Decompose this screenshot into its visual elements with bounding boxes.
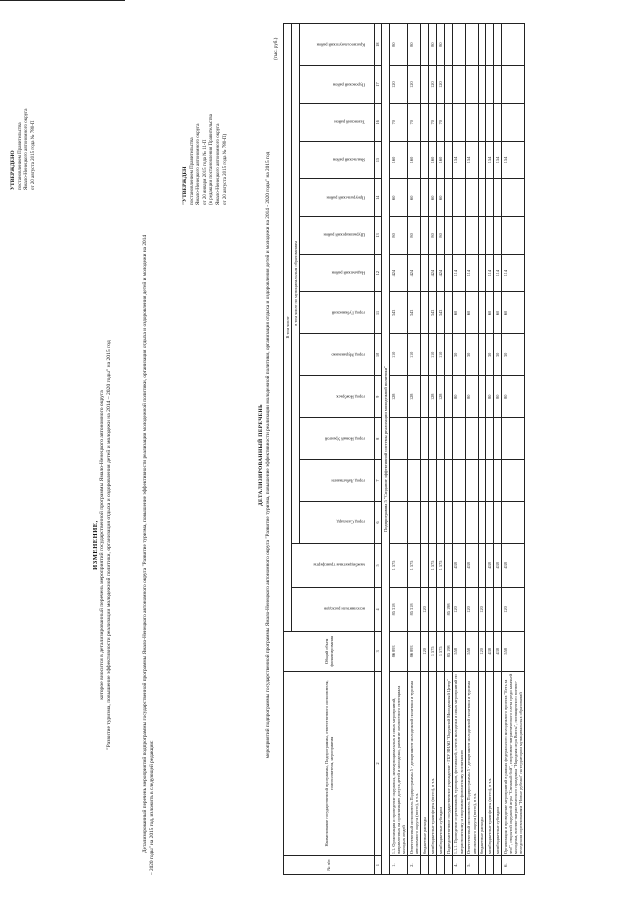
row-value-cell: 70 [390,103,408,141]
row-value-cell: 424 [436,254,444,292]
row-value-cell [421,543,429,587]
row-value-cell [452,418,465,460]
row-value-cell [478,217,486,255]
row-value-cell: 154 [486,141,494,179]
row-value-cell: 1 575 [429,631,437,671]
table-row [444,24,452,875]
row-value-cell: 114 [452,254,465,292]
row-value-cell: 128 [408,376,421,418]
row-value-cell: 70 [429,103,437,141]
row-value-cell [408,418,421,460]
row-value-cell [429,502,437,544]
column-number: 13 [374,217,382,255]
row-name-cell: Организация и проведение мероприятий в рамках федерального молодежного проекта "Есть за что!", открытой окружной игры "Снежный бой", спортивно-патриотического слета среди казачьей молодежи, военно-патриотического праздника "Народная игра Виссы", посвященного военно-пеледским соревнованиям "Новые рубежи" на территории муниципальных образований [501,671,524,855]
row-value-cell [444,24,452,66]
header-col-municipality: Красноселькупский район [299,24,374,66]
row-value-cell [478,24,486,66]
row-value-cell: 120 [421,587,429,631]
row-value-cell [494,217,502,255]
row-value-cell [494,502,502,544]
row-value-cell [421,502,429,544]
header-col-municipality: Пуровский район [299,66,374,104]
row-value-cell: 120 [478,631,486,671]
row-value-cell [429,418,437,460]
row-value-cell [501,66,524,104]
row-value-cell: 343 [436,292,444,334]
row-value-cell: 160 [390,141,408,179]
column-number: 11 [374,292,382,334]
row-number-cell [429,856,437,875]
unit-label: (тыс. руб.) [274,37,279,60]
row-value-cell [478,141,486,179]
row-value-cell [478,460,486,502]
row-value-cell: 154 [465,141,478,179]
row-value-cell [478,418,486,460]
row-value-cell: 1 575 [436,543,444,587]
approval-line: от 20 августа 2015 года № 780-П [30,120,36,190]
row-value-cell [444,543,452,587]
row-value-cell [486,217,494,255]
row-value-cell: 70 [436,103,444,141]
table-row [452,24,465,875]
row-value-cell: 160 [408,141,421,179]
header-col-municipality: город Ноябрьск [299,376,374,418]
row-value-cell: 60 [436,179,444,217]
row-value-cell [494,587,502,631]
row-value-cell: 85 198 [444,631,452,671]
row-value-cell: 114 [465,254,478,292]
row-value-cell [390,502,408,544]
table-row [421,24,429,875]
row-value-cell: 80 [429,24,437,66]
row-value-cell [465,502,478,544]
row-value-cell [421,254,429,292]
header-col-mbt: межбюджетные трансферты [291,543,374,587]
row-name-cell: межбюджетные трансферты (всего), в т.ч. [486,671,494,855]
row-value-cell: 60 [494,292,502,334]
row-value-cell [465,66,478,104]
row-value-cell [436,502,444,544]
row-name-cell: Ответственный исполнитель Подпрограммы 5 - департамент молодежной политики и туризма автономного округа (всего), в т.ч. [408,671,421,855]
row-value-cell: 85 198 [444,587,452,631]
row-value-cell: 128 [429,376,437,418]
row-number-cell [444,856,452,875]
row-value-cell [501,418,524,460]
row-value-cell [444,292,452,334]
row-value-cell [444,418,452,460]
row-name-cell: 1.1. Организация и проведение окружных, межмуниципальных и иных мероприятий, направленных на организацию досуга детей и молодежи, развитие личностного потенциала молодых людей [390,671,408,855]
column-number: 5 [374,543,382,587]
row-value-cell: 80 [429,217,437,255]
row-value-cell: 60 [486,292,494,334]
row-value-cell [465,217,478,255]
row-value-cell [494,103,502,141]
row-value-cell: 85 318 [390,587,408,631]
approval-stamp-top [10,10,37,190]
row-value-cell: 30 [486,334,494,376]
intro-paragraph: Детализированный перечень мероприятий подпрограммы государственной программы Ямало-Ненецкого автономного округа "Развитие туризма, повышение эффективности реализации молодежной политики, организация отдыха и оздоровления детей и молодежи на 2014 – 2020 годы" на 2015 год, изложить в следующей редакции: [142,235,155,875]
list-title-heading: ДЕТАЛИЗИРОВАННЫЙ ПЕРЕЧЕНЬ [258,404,264,506]
header-in-that-number: В том числе [284,24,292,632]
row-value-cell [444,254,452,292]
row-value-cell: 120 [465,587,478,631]
row-value-cell: 114 [486,254,494,292]
row-value-cell: 128 [390,376,408,418]
row-value-cell: 114 [494,254,502,292]
row-value-cell: 1 575 [436,631,444,671]
row-value-cell [436,587,444,631]
row-value-cell [478,334,486,376]
row-value-cell [486,103,494,141]
row-value-cell: 60 [429,179,437,217]
row-value-cell: 30 [452,334,465,376]
row-value-cell [494,460,502,502]
row-value-cell [478,66,486,104]
row-value-cell [390,418,408,460]
header-col-municipality: город Новый Уренгой [299,418,374,460]
header-col-municipality: город Салехард [299,502,374,544]
title-line: "Развитие туризма, повышение эффективности реализации молодежной политики, организация отдыха и оздоровления детей и молодежи на 2014 – 2020 годы" на 2015 год [106,340,113,750]
approval-line: Ямало-Ненецкого автономного округа [24,108,30,190]
row-value-cell: 120 [452,587,465,631]
row-name-cell: Ответственный исполнитель Подпрограммы 5 - департамент молодежной политики и туризма автономного округа (всего), в т.ч. [465,671,478,855]
column-number: 12 [374,254,382,292]
approval-line: Ямало-Ненецкого автономного округа [215,123,221,205]
row-value-cell: 424 [429,254,437,292]
row-value-cell [452,179,465,217]
row-name-cell: межбюджетные трансферты (всего), в т.ч. [429,671,437,855]
row-value-cell: 80 [501,376,524,418]
row-value-cell [444,376,452,418]
row-value-cell [436,418,444,460]
row-value-cell: 80 [452,376,465,418]
row-value-cell [452,66,465,104]
row-value-cell [452,502,465,544]
list-title [258,35,272,875]
header-name: Наименование государственной программы, Подпрограммы, ответственного исполнителя, соисполнителя, мероприятия [284,671,375,855]
row-value-cell [494,418,502,460]
row-value-cell [444,502,452,544]
row-value-cell [444,141,452,179]
column-number: 14 [374,179,382,217]
row-value-cell: 120 [429,66,437,104]
row-value-cell [501,217,524,255]
row-value-cell [494,179,502,217]
row-value-cell [429,460,437,502]
measures-table [283,23,525,875]
row-value-cell [452,217,465,255]
row-value-cell [486,418,494,460]
row-value-cell [444,460,452,502]
row-value-cell [465,179,478,217]
approval-heading: УТВЕРЖДЕНО [10,150,16,190]
column-number: 18 [374,24,382,66]
row-value-cell: 110 [390,334,408,376]
row-value-cell [421,24,429,66]
column-number: 2 [374,671,382,855]
row-value-cell: 80 [408,217,421,255]
row-name-cell: межбюджетные субсидии [436,671,444,855]
header-col-municipality: Приуральский район [299,179,374,217]
row-name-cell: бюджетные расходы [421,671,429,855]
row-value-cell [421,418,429,460]
row-value-cell: 80 [494,376,502,418]
header-col-municipality: Ямальский район [299,141,374,179]
row-value-cell [486,502,494,544]
row-value-cell: 80 [390,217,408,255]
header-col-municipality: город Лабытнанги [299,460,374,502]
table-row [501,24,524,875]
row-value-cell [478,179,486,217]
row-value-cell [444,334,452,376]
row-value-cell [421,103,429,141]
title-line: которое вносится в детализированный перечень мероприятий государственной программы Ямало-Ненецкого автономного округа [99,390,106,700]
row-value-cell: 438 [465,543,478,587]
row-number-cell [421,856,429,875]
row-value-cell: 343 [429,292,437,334]
row-value-cell: 70 [408,103,421,141]
row-value-cell [429,587,437,631]
row-value-cell: 438 [501,543,524,587]
row-value-cell [421,376,429,418]
row-number-cell: 4. [452,856,465,875]
header-including-budgets: в том числе по муниципальным образованиям [291,24,299,544]
table-row [408,24,421,875]
row-value-cell [501,502,524,544]
row-value-cell: 30 [465,334,478,376]
row-value-cell [452,24,465,66]
row-value-cell: 80 [486,376,494,418]
row-value-cell [452,460,465,502]
row-value-cell [436,460,444,502]
row-value-cell [421,334,429,376]
approval-stamp-bottom [182,10,229,205]
row-value-cell [486,179,494,217]
header-col-exec: исполнители расходов [291,587,374,631]
row-value-cell [421,66,429,104]
row-value-cell [494,24,502,66]
row-value-cell: 60 [452,292,465,334]
row-number-cell: 1. [390,856,408,875]
column-number-row [374,24,382,875]
row-value-cell [444,179,452,217]
row-name-cell: 1.1.1. Проведение соревнований, турниров, фестивалей, слетов молодежи и иных мероприятий по патриотическому и спортивно-физическому воспитанию [452,671,465,855]
row-value-cell: 438 [494,631,502,671]
row-value-cell: 110 [436,334,444,376]
table-row [494,24,502,875]
row-value-cell [452,103,465,141]
row-value-cell [390,460,408,502]
column-number: 16 [374,103,382,141]
row-value-cell: 343 [408,292,421,334]
row-name-cell: бюджетные расходы [478,671,486,855]
column-number: 15 [374,141,382,179]
table-row [465,24,478,875]
table-row [390,24,408,875]
row-value-cell: 128 [436,376,444,418]
row-value-cell [465,24,478,66]
row-value-cell: 30 [494,334,502,376]
column-number: 3 [374,631,382,671]
row-value-cell: 558 [465,631,478,671]
row-value-cell [421,292,429,334]
row-value-cell [465,418,478,460]
row-value-cell: 438 [486,543,494,587]
row-value-cell [421,179,429,217]
approval-line: от 20 августа 2015 года № 780-П) [222,133,228,205]
row-value-cell [486,66,494,104]
row-value-cell: 86 893 [408,631,421,671]
row-value-cell: 1 575 [390,543,408,587]
row-value-cell [465,103,478,141]
row-value-cell: 110 [408,334,421,376]
column-number: 8 [374,418,382,460]
row-value-cell: 558 [501,631,524,671]
row-value-cell: 154 [501,141,524,179]
row-value-cell: 60 [408,179,421,217]
approval-line: постановлением Правительства [189,137,195,205]
row-value-cell [478,502,486,544]
row-value-cell: 1 575 [408,543,421,587]
row-value-cell: 438 [486,631,494,671]
row-value-cell: 343 [390,292,408,334]
row-number-cell: 5. [465,856,478,875]
row-value-cell [478,543,486,587]
row-value-cell [421,217,429,255]
header-col-municipality: город Губкинский [299,292,374,334]
row-value-cell [486,460,494,502]
row-value-cell [494,66,502,104]
row-number-cell: 6. [501,856,524,875]
header-col-municipality: Тазовский район [299,103,374,141]
row-name-cell: межбюджетные субсидии [494,671,502,855]
title-heading: ИЗМЕНЕНИЕ, [92,520,99,570]
row-value-cell [486,587,494,631]
row-value-cell: 85 318 [408,587,421,631]
row-value-cell: 160 [429,141,437,179]
approval-line: Ямало-Ненецкого автономного округа [196,123,202,205]
row-value-cell [444,103,452,141]
row-number-cell [494,856,502,875]
row-value-cell [465,460,478,502]
column-number: 7 [374,460,382,502]
row-value-cell [444,66,452,104]
row-value-cell: 80 [390,24,408,66]
row-value-cell: 558 [452,631,465,671]
approval-line: постановлением Правительства [17,122,23,190]
list-title-subtitle: мероприятий подпрограммы государственной программы Ямало-Ненецкого автономного округа "Развитие туризма, повышение эффективности реализации молодежной политики, организация отдыха и оздоровления детей и молодежи на 2014 - 2020 годы" на 2015 год [265,151,271,759]
row-value-cell: 114 [501,254,524,292]
approval-heading: "УТВЕРЖДЕН [182,166,188,205]
row-value-cell: 438 [494,543,502,587]
table-body [382,24,525,875]
row-number-cell [478,856,486,875]
row-value-cell: 424 [390,254,408,292]
row-value-cell: 110 [429,334,437,376]
column-number: 9 [374,376,382,418]
row-number-cell [436,856,444,875]
approval-line: (в редакции постановления Правительства [209,114,215,205]
row-value-cell: 30 [501,334,524,376]
row-value-cell [486,24,494,66]
row-value-cell [501,460,524,502]
row-value-cell: 120 [501,587,524,631]
row-value-cell: 438 [452,543,465,587]
table-row [436,24,444,875]
row-value-cell: 60 [465,292,478,334]
row-value-cell [408,460,421,502]
column-number: 17 [374,66,382,104]
row-value-cell: 120 [408,66,421,104]
row-value-cell: 80 [465,376,478,418]
row-name-cell: Подведомственное государственное учреждение - ГБУ ЯНАО "Окружной Молодежный Центр" [444,671,452,855]
column-number: 1 [374,856,382,875]
row-value-cell: 80 [408,24,421,66]
row-value-cell [444,217,452,255]
header-num: № п/п [284,856,375,875]
approval-line: от 20 января 2015 года № 11-П [202,139,208,205]
document-title [92,245,114,845]
row-value-cell: 60 [501,292,524,334]
column-number: 4 [374,587,382,631]
row-value-cell: 154 [494,141,502,179]
row-value-cell [478,292,486,334]
row-value-cell [478,376,486,418]
row-value-cell [501,24,524,66]
row-value-cell: 60 [390,179,408,217]
row-value-cell [501,179,524,217]
row-value-cell: 86 893 [390,631,408,671]
header-col-municipality: Шурышкарский район [299,217,374,255]
row-value-cell [501,103,524,141]
column-number: 6 [374,502,382,544]
row-value-cell: 120 [478,587,486,631]
row-value-cell: 120 [436,66,444,104]
row-value-cell: 120 [421,631,429,671]
row-value-cell: 80 [436,217,444,255]
table-row [429,24,437,875]
column-number: 10 [374,334,382,376]
row-value-cell [421,460,429,502]
row-value-cell [478,103,486,141]
table-row [486,24,494,875]
header-total: Общий объем финансирования [284,631,375,671]
row-value-cell [421,141,429,179]
row-value-cell: 424 [408,254,421,292]
header-col-municipality: Надымский район [299,254,374,292]
row-number-cell [486,856,494,875]
header-col-municipality: город Муравленко [299,334,374,376]
row-value-cell: 160 [436,141,444,179]
row-value-cell: 1 575 [429,543,437,587]
section-row: Подпрограмма 5 "Создание эффективной системы реализации молодежной политики" [382,24,390,875]
row-value-cell: 154 [452,141,465,179]
row-value-cell: 120 [390,66,408,104]
row-value-cell [408,502,421,544]
row-number-cell: 2. [408,856,421,875]
row-value-cell: 80 [436,24,444,66]
table-row [478,24,486,875]
row-value-cell [478,254,486,292]
